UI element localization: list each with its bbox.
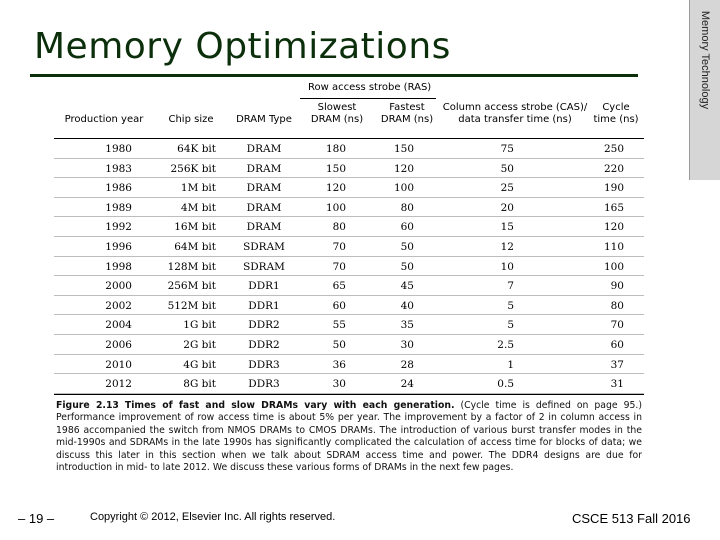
cell-cas: 75: [500, 143, 514, 155]
cell-dtype: DRAM: [246, 201, 282, 214]
header-cas: [440, 102, 590, 126]
cell-year: 1986: [105, 182, 132, 195]
ras-underline: [300, 98, 436, 99]
figure-caption: [56, 400, 642, 474]
cell-slow: 30: [332, 378, 346, 391]
cell-dtype: DRAM: [246, 143, 282, 155]
cell-slow: 65: [332, 280, 346, 293]
cell-year: 1980: [105, 143, 132, 155]
cell-cycle: 31: [610, 378, 624, 391]
cell-slow: 36: [332, 358, 346, 371]
cell-year: 1996: [105, 240, 132, 253]
cell-fast: 80: [400, 201, 414, 214]
cell-dtype: DRAM: [246, 221, 282, 234]
header-dram-type: DRAM Type: [236, 114, 292, 125]
cell-slow: 80: [332, 221, 346, 234]
header-cas-line2: data transfer time (ns): [458, 114, 572, 125]
cell-cycle: 70: [610, 319, 624, 332]
table-row: [54, 296, 644, 316]
cell-chip: 4G bit: [183, 358, 216, 371]
table-bottom-rule: [54, 394, 644, 396]
table-row: [54, 159, 644, 179]
cell-slow: 60: [332, 299, 346, 312]
cell-fast: 50: [400, 260, 414, 273]
cell-cycle: 120: [603, 221, 624, 234]
cell-cycle: 220: [603, 162, 624, 175]
cell-cas: 15: [500, 221, 514, 234]
cell-cycle: 90: [610, 280, 624, 293]
header-slowest: [304, 102, 370, 126]
header-chip-size: Chip size: [168, 114, 214, 125]
cell-chip: 4M bit: [180, 201, 216, 214]
cell-slow: 70: [332, 260, 346, 273]
cell-fast: 50: [400, 240, 414, 253]
cell-chip: 1G bit: [183, 319, 216, 332]
cell-fast: 60: [400, 221, 414, 234]
table-row: [54, 276, 644, 296]
cell-year: 1998: [105, 260, 132, 273]
cell-cas: 20: [500, 201, 514, 214]
cell-year: 1989: [105, 201, 132, 214]
cell-cycle: 60: [610, 338, 624, 351]
header-fastest-line1: Fastest: [389, 102, 425, 113]
side-divider: [689, 0, 690, 180]
cell-slow: 150: [325, 162, 346, 175]
caption-bold-text: Times of fast and slow DRAMs vary with each generation.: [124, 400, 455, 411]
cell-chip: 256M bit: [167, 280, 216, 293]
cell-fast: 45: [400, 280, 414, 293]
cell-dtype: DDR3: [248, 378, 280, 391]
cell-chip: 2G bit: [183, 338, 216, 351]
header-cycle: [588, 102, 644, 126]
table-body: [54, 139, 644, 394]
cell-cas: 12: [500, 240, 514, 253]
header-cycle-line2: time (ns): [593, 114, 639, 125]
header-production-year: Production year: [64, 114, 144, 125]
cell-cas: 5: [507, 299, 514, 312]
cell-cycle: 165: [603, 201, 624, 214]
table-row: [54, 315, 644, 335]
cell-year: 2006: [105, 338, 132, 351]
cell-year: 2004: [105, 319, 132, 332]
header-cycle-line1: Cycle: [602, 102, 630, 113]
cell-cas: 50: [500, 162, 514, 175]
header-fastest: [374, 102, 440, 126]
cell-chip: 128M bit: [167, 260, 216, 273]
table-row: [54, 257, 644, 277]
ras-group-header: [54, 80, 644, 102]
cell-dtype: DRAM: [246, 162, 282, 175]
table-row: [54, 198, 644, 218]
cell-year: 2012: [105, 378, 132, 391]
side-label: Memory Technology: [699, 10, 711, 110]
cell-year: 1992: [105, 221, 132, 234]
cell-fast: 30: [400, 338, 414, 351]
cell-chip: 64K bit: [177, 143, 216, 155]
cell-chip: 16M bit: [174, 221, 216, 234]
cell-chip: 512M bit: [167, 299, 216, 312]
cell-year: 2010: [105, 358, 132, 371]
cell-dtype: DDR2: [248, 319, 280, 332]
cell-chip: 64M bit: [174, 240, 216, 253]
header-slowest-line2: DRAM (ns): [310, 114, 364, 125]
table-row: [54, 237, 644, 257]
cell-year: 1983: [105, 162, 132, 175]
cell-dtype: SDRAM: [243, 240, 285, 253]
table-row: [54, 335, 644, 355]
table-row: [54, 217, 644, 237]
header-cas-line1: Column access strobe (CAS)/: [442, 102, 588, 113]
caption-label: Figure 2.13: [56, 400, 119, 411]
table-header: [54, 102, 644, 139]
cell-cas: 0.5: [497, 378, 514, 391]
cell-dtype: DRAM: [246, 182, 282, 195]
slide-title: Memory Optimizations: [34, 26, 451, 67]
cell-fast: 35: [400, 319, 414, 332]
cell-fast: 150: [393, 143, 414, 155]
cell-dtype: DDR3: [248, 358, 280, 371]
table-row: [54, 178, 644, 198]
cell-fast: 24: [400, 378, 414, 391]
caption-body: (Cycle time is defined on page 95.) Performance improvement of row access time is about 5% per year. The improvement by a factor of 2 in column access in 1986 accompanied the switch from NMOS DRAMs to CMOS DRAMs. The introduction of various burst transfer modes in the mid-1990s and SDRAMs in the late 1990s has significantly complicated the calculation of access time for blocks of data; we discuss this later in this section when we talk about SDRAM access time and power. The DDR4 designs are due for introduction in mid- to late 2012. We discuss these various forms of DRAMs in the next few pages.: [56, 400, 642, 474]
cell-dtype: SDRAM: [243, 260, 285, 273]
page-number: – 19 –: [18, 511, 55, 526]
cell-chip: 1M bit: [180, 182, 216, 195]
copyright: Copyright © 2012, Elsevier Inc. All rights reserved.: [90, 511, 336, 523]
cell-cas: 2.5: [497, 338, 514, 351]
cell-cas: 7: [507, 280, 514, 293]
cell-chip: 8G bit: [183, 378, 216, 391]
cell-fast: 100: [393, 182, 414, 195]
cell-slow: 70: [332, 240, 346, 253]
cell-fast: 28: [400, 358, 414, 371]
cell-cycle: 80: [610, 299, 624, 312]
cell-slow: 120: [325, 182, 346, 195]
cell-fast: 120: [393, 162, 414, 175]
cell-fast: 40: [400, 299, 414, 312]
cell-year: 2002: [105, 299, 132, 312]
header-fastest-line2: DRAM (ns): [380, 114, 434, 125]
cell-slow: 100: [325, 201, 346, 214]
cell-cycle: 250: [603, 143, 624, 155]
header-slowest-line1: Slowest: [317, 102, 357, 113]
cell-slow: 180: [325, 143, 346, 155]
cell-dtype: DDR2: [248, 338, 280, 351]
cell-cycle: 100: [603, 260, 624, 273]
table-row: [54, 374, 644, 394]
table-row: [54, 139, 644, 159]
cell-dtype: DDR1: [248, 280, 280, 293]
cell-cas: 10: [500, 260, 514, 273]
cell-cycle: 110: [603, 240, 624, 253]
cell-cas: 1: [507, 358, 514, 371]
cell-slow: 55: [332, 319, 346, 332]
title-rule: [30, 74, 638, 77]
cell-chip: 256K bit: [170, 162, 216, 175]
ras-label: Row access strobe (RAS): [308, 82, 432, 93]
cell-cas: 25: [500, 182, 514, 195]
dram-table: [54, 80, 644, 395]
cell-cycle: 37: [610, 358, 624, 371]
cell-cycle: 190: [603, 182, 624, 195]
cell-dtype: DDR1: [248, 299, 280, 312]
course-label: CSCE 513 Fall 2016: [572, 511, 691, 526]
table-row: [54, 355, 644, 375]
cell-year: 2000: [105, 280, 132, 293]
cell-slow: 50: [332, 338, 346, 351]
cell-cas: 5: [507, 319, 514, 332]
